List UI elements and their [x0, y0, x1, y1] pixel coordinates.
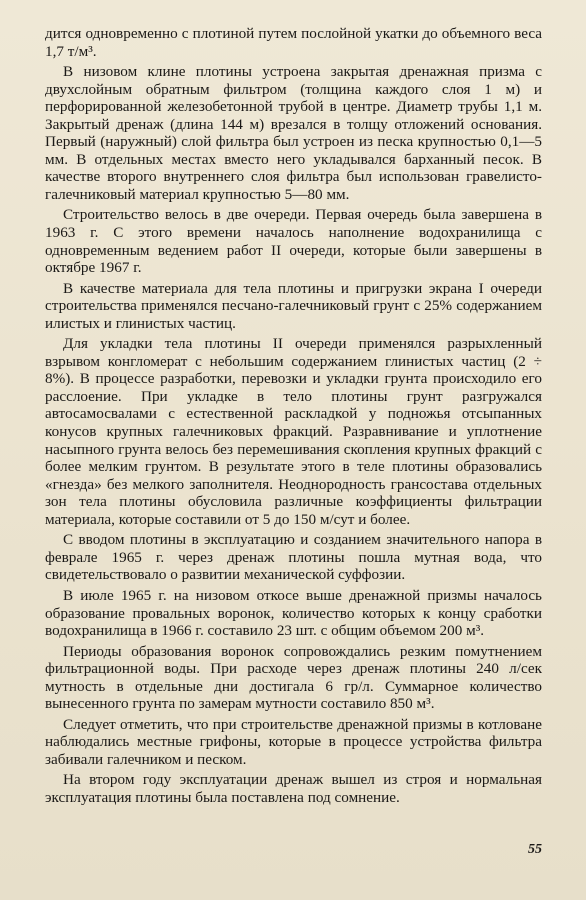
paragraph-2: В низовом клине плотины устроена закрытая дренажная призма с двухслойным обратным фильтром (толщина каждого слоя 1 м) и перфорированной железобетонной трубой в центре. Диаметр трубы 1,1 м. Закрытый дренаж (длина 144 м) врезался в толщу отложений основания. Первый (наружный) слой фильтра был устроен из песка крупностью 0,1—5 мм. В отдельных местах вместо него укладывался барханный песок. В качестве второго внутреннего слоя фильтра был использован гравелисто-галечниковый материал крупностью 5—80 мм. — [45, 63, 542, 203]
paragraph-4: В качестве материала для тела плотины и пригрузки экрана I очереди строительства применялся песчано-галечниковый грунт с 25% содержанием илистых и глинистых частиц. — [45, 279, 542, 332]
paragraph-9: Следует отметить, что при строительстве дренажной призмы в котловане наблюдались местные грифоны, которые в процессе устройства фильтра забивали галечником и песком. — [45, 715, 542, 768]
paragraph-8: Периоды образования воронок сопровождались резким помутнением фильтрационной воды. При расходе через дренаж плотины 240 л/сек мутность в отдельные дни достигала 6 гр/л. Суммарное количество вынесенного грунта по замерам мутности составило 850 м³. — [45, 642, 542, 713]
paragraph-1: дится одновременно с плотиной путем послойной укатки до объемного веса 1,7 т/м³. — [45, 25, 542, 60]
paragraph-10: На втором году эксплуатации дренаж вышел из строя и нормальная эксплуатация плотины была поставлена под сомнение. — [45, 771, 542, 806]
page-number: 55 — [528, 842, 542, 857]
paragraph-7: В июле 1965 г. на низовом откосе выше дренажной призмы началось образование провальных воронок, количество которых к концу сработки водохранилища в 1966 г. составило 23 шт. с общим объемом 200 м³. — [45, 586, 542, 640]
paragraph-3: Строительство велось в две очереди. Первая очередь была завершена в 1963 г. С этого времени началось наполнение водохранилища с одновременным ведением работ II очереди, которые были завершены в октябре 1967 г. — [45, 206, 542, 277]
paragraph-5: Для укладки тела плотины II очереди применялся разрыхленный взрывом конгломерат с небольшим содержанием глинистых частиц (2 ÷ 8%). В процессе разработки, перевозки и укладки грунта происходило его расслоение. При укладке в тело плотины грунт разгружался автосамосвалами с естественной раскладкой у подножья отсыпанных конусов крупных галечниковых фракций. Разравнивание и уплотнение насыпного грунта велось без перемешивания скопления крупных фракций с более мелким грунтом. В результате этого в теле плотины образовались «гнезда» без мелкого заполнителя. Неоднородность грансостава отдельных зон тела плотины обусловила различные коэффициенты фильтрации материала, которые составили от 5 до 150 м/сут и более. — [45, 335, 542, 528]
body-text — [45, 25, 542, 810]
paragraph-6: С вводом плотины в эксплуатацию и созданием значительного напора в феврале 1965 г. через дренаж плотины пошла мутная вода, что свидетельствовало о развитии механической суффозии. — [45, 531, 542, 584]
